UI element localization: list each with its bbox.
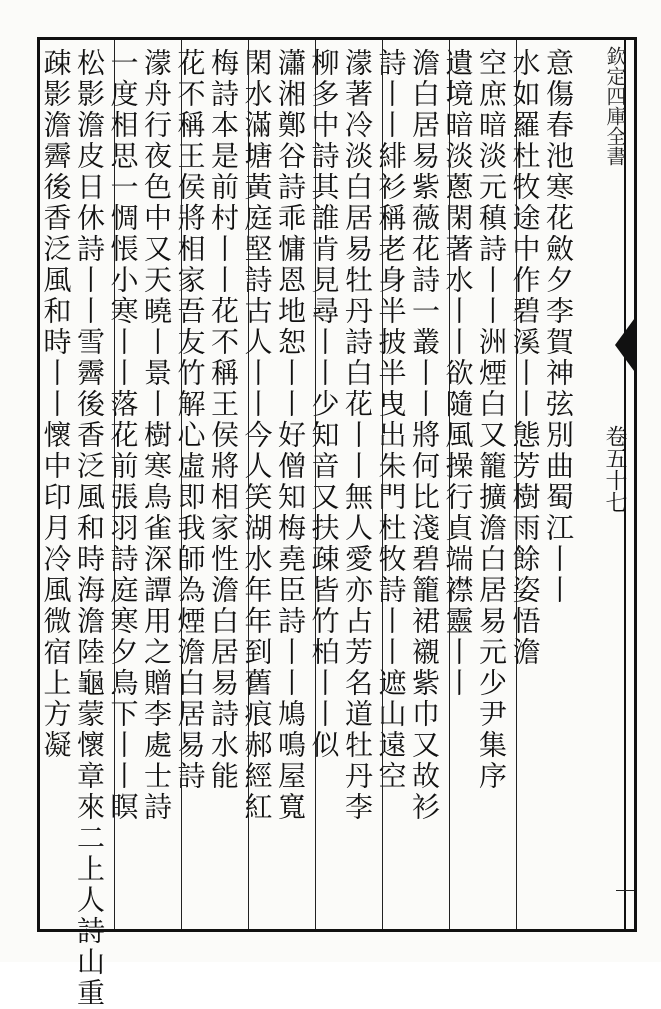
text-column: 濛舟行夜色中又天曉丨景丨樹寒鳥雀深譚用之贈李處士詩 — [140, 48, 173, 823]
text-column: 柳多中詩其誰肯見尋丨丨少知音又扶疎皆竹柏丨丨似 — [307, 48, 341, 761]
text-column: 花不稱王侯將相家吾友竹解心虛即我師為煙澹白居易詩 — [173, 48, 207, 792]
text-column: 遺境暗淡蔥閑著水丨丨欲隨風操行貞端襟靈丨丨 — [441, 48, 475, 699]
fishtail-mark — [615, 315, 637, 375]
text-column: 澹白居易紫薇花詩一叢丨丨將何比淺碧籠裙襯紫巾又故衫 — [408, 48, 441, 823]
text-column: 梅詩本是前村丨丨花不稱王侯將相家性澹白居易詩水能 — [207, 48, 240, 792]
page-border — [37, 37, 637, 1009]
text-column: 詩丨丨緋衫稱老身半披半曳出朱門杜牧詩丨丨遮山遠空 — [374, 48, 408, 792]
text-column: 濛著冷淡白居易牡丹詩白花丨丨無人愛亦占芳名道牡丹李 — [341, 48, 374, 823]
margin-tick — [616, 890, 634, 891]
text-column: 水如羅杜牧途中作碧溪丨丨態芳樹雨餘姿悟澹 — [508, 48, 542, 668]
text-column: 空庶暗淡元稹詩丨丨洲煙白又籠擴澹白居易元少尹集序 — [475, 48, 508, 792]
text-column: 松影澹皮日休詩丨丨雪霽後香泛風和時海澹陸龜蒙懷章來二上人詩山重 — [73, 48, 106, 1009]
running-title: 欽定四庫全書 — [603, 46, 627, 166]
volume-label: 卷五十七 — [602, 425, 627, 513]
text-column: 疎影澹霽後香泛風和時丨丨懷中印月冷風微宿上方凝 — [39, 48, 73, 761]
text-column: 意傷春池寒花斂夕李賀神弦別曲蜀江丨丨 — [542, 48, 575, 606]
text-column: 閑水滿塘黃庭堅詩古人丨丨今人笑湖水年年到舊痕郝經紅 — [240, 48, 274, 823]
text-column: 瀟湘鄭谷詩乖慵恩地恕丨丨好僧知梅堯臣詩丨丨鳩鳴屋寬 — [274, 48, 307, 823]
text-column: 一度相思一惆悵小寒丨丨落花前張羽詩庭寒夕鳥下丨丨瞑 — [106, 48, 140, 823]
